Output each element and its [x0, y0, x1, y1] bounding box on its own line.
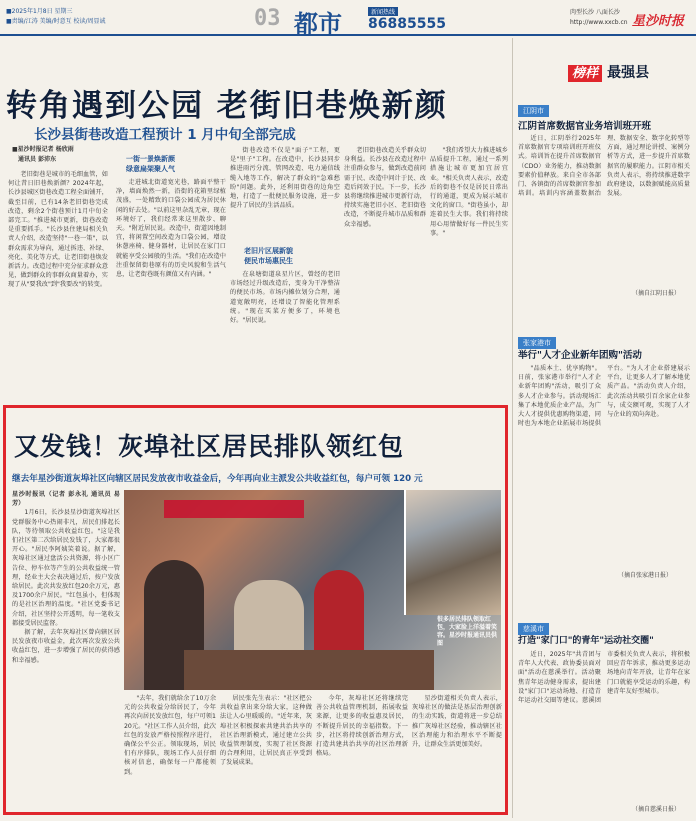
feature-byline: 星沙时报讯（记者 彭永礼 通讯员 易芳） [12, 491, 120, 508]
lead-col5-text: "我们希望大力推进城乡品质提升工程，通过一系列措施让城市更加宜居宜业。"相关负责人表示，改造后的街巷不仅是居民日常出行的通道，更成为展示城市文化的窗口。"街巷虽小，却连着民生大事。我们将持续用心用情做好每一件民生实事。" [430, 147, 508, 237]
lead-byline-1: ■星沙时报记者 杨欣雨 [12, 146, 74, 153]
lead-col1-text: 老旧街巷是城市的毛细血管，如何让昔日旧巷焕新颜？2024年起，长沙县城区街巷改造工程全面铺开，截至目前，已有14条老旧街巷完成改造，剩余2个街巷预计1月中旬全部完工。"推进城市更新，街巷改造是重要抓手。"长沙县住建局相关负责人介绍，改造坚持"一巷一策"，以群众需求为导向，通过拆违、补绿、亮化、美化等方式，让老旧街巷焕发新活力。改造过程中充分征求群众意见，做到群众的事群众商量着办，实现了从"要我改"到"我要改"的转变。 [8, 171, 108, 289]
photo-inset [404, 490, 501, 615]
sidebar-s1-title: 江阴首席数据官业务培训班开班 [518, 121, 652, 132]
lead-column-5 [430, 146, 508, 390]
sidebar-s1-tag [518, 98, 549, 117]
hotline-number: 86885555 [368, 16, 446, 32]
header-right-line2: http://www.xxcb.cn [570, 19, 628, 26]
lead-col2-head-2: 绿意扁架聚人气 [126, 165, 175, 173]
feature-b2-text: 居民张先生表示："社区把公共收益拿出来分给大家，这种做法让人心里暖暖的。"近年来，灰埠社区积极探索共建共治共享的社区治理新模式，通过建立公共收益管理制度，实现了社区资源的合理利用，让居民真正享受到了发展成果。 [220, 695, 312, 767]
header-right-line1: 肉型长沙 八面长沙 [570, 9, 620, 16]
photo-banner [164, 500, 304, 518]
s3-body-text: 近日，2025年"共青团与青年人大代表、政协委员面对面"活动在慈溪举行。活动聚焦青年运动健身需求，提出建设"家门口"运动场地、打造青年运动社交圈等建议。慈溪团市委相关负责人表示，将积极回应青年诉求，推动更多运动场地向青年开放，让青年在家门口就能享受运动的乐趣，构建青年友好型城市。 [518, 651, 690, 705]
s2-body-text: "品质本土、优享购物"。日前，张家港市举行"人才企业新年团购"活动，吸引了众多人才企业参与。活动现场汇集了本地优质企业产品，为广大人才提供优惠购物渠道，同时也为本地企业拓展市场提供平台。"为人才企业搭建展示平台，让更多人才了解本地优质产品。"活动负责人介绍，此次活动共吸引百余家企业参与，成交额可观，实现了人才与企业的双向奔赴。 [518, 365, 690, 428]
feature-subtitle: 继去年星沙街道灰埠社区向辖区居民发放夜市收益金后，今年再向业主派发公共收益红包，每户可领 120 元 [12, 474, 423, 484]
s3-tag-label: 慈溪市 [518, 623, 549, 635]
feature-caption: 很多居民排队领取红包，大家脸上洋溢着笑容。星沙时报通讯员供图 [437, 616, 498, 647]
sidebar-s3-body [518, 650, 690, 802]
sidebar-s3-title: 打造"家门口"的青年"运动社交圈" [518, 636, 654, 646]
feature-photo [124, 490, 501, 690]
feature-column-b2 [220, 694, 312, 806]
lead-headline: 转角遇到公园 老街旧巷焕新颜 [6, 88, 448, 124]
sidebar-s1-body [518, 134, 690, 284]
s1-tag-label: 江阴市 [518, 105, 549, 117]
feature-left-text-2: 据了解，去年灰埠社区曾向辖区居民发放夜市收益金，此次再次发放公共收益红包，进一步增强了居民的获得感和幸福感。 [12, 629, 120, 664]
editor-line: ■责编/江涛 美编/时意互 校读/周显诚 [6, 18, 106, 25]
feature-b1-text: "去年，我们就给余了10万余元的公共收益分给居民了，今年再次向居民发放红包，每户可领120元。"社区工作人员介绍，此次红包的发放严格按照程序进行，确保公平公正。领取现场，居民们有序排队，现场工作人员仔细核对信息，确保每一户都能领到。 [124, 695, 216, 776]
s1-body-text: 近日，江阴举行2025年首席数据官专项培训班开班仪式。培训旨在提升首席数据官（CDO）业务能力，推动数据要素价值释放。来自全市各部门、各镇街的首席数据官参加培训。培训内容涵盖数据治理、数据安全、数字化转型等方面，通过理论讲授、案例分析等方式，进一步提升首席数据官的履职能力。江阴市相关负责人表示，将持续推进数字政府建设，以数据赋能高质量发展。 [518, 135, 690, 198]
feature-column-b1 [124, 694, 216, 806]
feature-column-b3 [316, 694, 408, 806]
sidebar-s1-source: （摘自江阴日报） [632, 290, 681, 297]
lead-col2-head-1: 一街一景焕新颜 [126, 155, 175, 163]
sidebar-s3-source: （摘自慈溪日报） [632, 806, 681, 813]
lead-column-1 [8, 170, 108, 390]
feature-b3-text: 今年，灰埠社区还将继续完善公共收益管理机制，拓展收益来源，让更多的收益惠及居民，不断提升居民的幸福指数。下一步，社区将持续创新治理方式，打造共建共治共享的社区治理新格局。 [316, 695, 408, 758]
s2-tag-label: 张家港市 [518, 337, 556, 349]
lead-col4-text: 老旧街巷改造关乎群众切身利益。长沙县在改造过程中注重群众参与，做到改造前问需于民、改造中问计于民、改造后问效于民。下一步，长沙县将继续推进城市更新行动，持续实施老旧小区、老旧街巷改造，不断提升城市品质和群众幸福感。 [344, 147, 426, 228]
lead-column-3 [230, 146, 340, 216]
feature-column-left [12, 490, 120, 755]
hotline-label: 新闻热线 [368, 7, 398, 16]
lead-col3b-text: 在泉塘街道泉星片区，曾经的老旧市场经过升级改造后，变身为干净整洁的便民市场。市场内摊位划分合理，通道宽敞明亮，还增设了智能化管理系统。"现在买菜方便多了，环境也好。"居民说。 [230, 271, 340, 325]
sidebar-s2-title: 举行"人才企业新年团购"活动 [518, 350, 642, 361]
sidebar-s2-source: （摘自张家港日报） [618, 572, 673, 579]
lead-col3-head-2: 便民市场惠民生 [244, 257, 293, 265]
lead-col3-text: 街巷改造不仅是"面子"工程，更是"里子"工程。在改造中，长沙县同步推进雨污分流、管网改造、电力通信线缆入地等工作，解决了群众的"急难愁盼"问题。此外，还利用街巷的边角空地，打造了一批便民服务设施，进一步提升了居民的生活品质。 [230, 147, 340, 210]
sidebar-logo-b: 最强县 [607, 65, 650, 81]
masthead [0, 0, 696, 36]
lead-column-4 [344, 146, 426, 390]
sidebar-logo-a: 榜样 [568, 65, 602, 82]
lead-col3-head-1: 老旧片区展新貌 [244, 247, 293, 255]
lead-col2-text: 走进城北街道宽光巷，路面平整干净，墙面焕然一新，沿街的花箱里绿植茂盛，一处精致的口袋公园成为居民休闲的好去处。"以前这里杂乱无章，现在环境好了，我们经常来这里散步、聊天。"附近居民说。改造中，街道因地制宜，将闲置空间改造为口袋公园，增设休憩座椅、健身器材，让居民在家门口就能享受公园般的生活。"我们在改造中注重保留街巷原有的历史风貌和生活气息，让老街巷既有颜值又有内涵。" [116, 179, 226, 279]
sidebar-s2-body [518, 364, 690, 544]
lead-column-3b [230, 270, 340, 390]
page-number: 03 [254, 6, 281, 31]
feature-left-text: 1月6日，长沙县星沙街道灰埠社区党群服务中心热闹非凡，居民们排起长队，等待领取公共收益红包。"这是我们社区第二次给居民发钱了，大家都很开心。"居民李阿姨笑着说。据了解，灰埠社区通过盘活公共资源，将小区广告位、停车位等产生的公共收益统一管理，经业主大会表决通过后，按户发放给居民。此次共发放红包20余万元，惠及1700余户居民。"红包虽小，但体现的是社区治理的温度。"社区党委书记介绍，社区坚持公开透明，每一笔收支都接受居民监督。 [12, 509, 120, 627]
lead-byline-2: 通讯员 彭沛东 [18, 156, 57, 163]
date-line: ■2025年1月8日 星期三 [6, 8, 73, 15]
photo-table [184, 650, 434, 690]
feature-headline: 又发钱！灰埠社区居民排队领红包 [14, 432, 405, 461]
feature-b4-text: 星沙街道相关负责人表示，灰埠社区的做法是基层治理创新的生动实践，街道将进一步总结推广灰埠社区经验，推动辖区社区治理能力和治理水平不断提升，让群众生活更加美好。 [412, 695, 502, 749]
lead-column-2 [116, 178, 226, 390]
brand-logo: 星沙时报 [632, 14, 685, 29]
lead-subtitle: 长沙县街巷改造工程预计 1 月中旬全部完成 [34, 127, 296, 143]
section-name: 都市 [294, 10, 342, 38]
feature-column-b4 [412, 694, 502, 806]
sidebar-logo [568, 62, 649, 84]
